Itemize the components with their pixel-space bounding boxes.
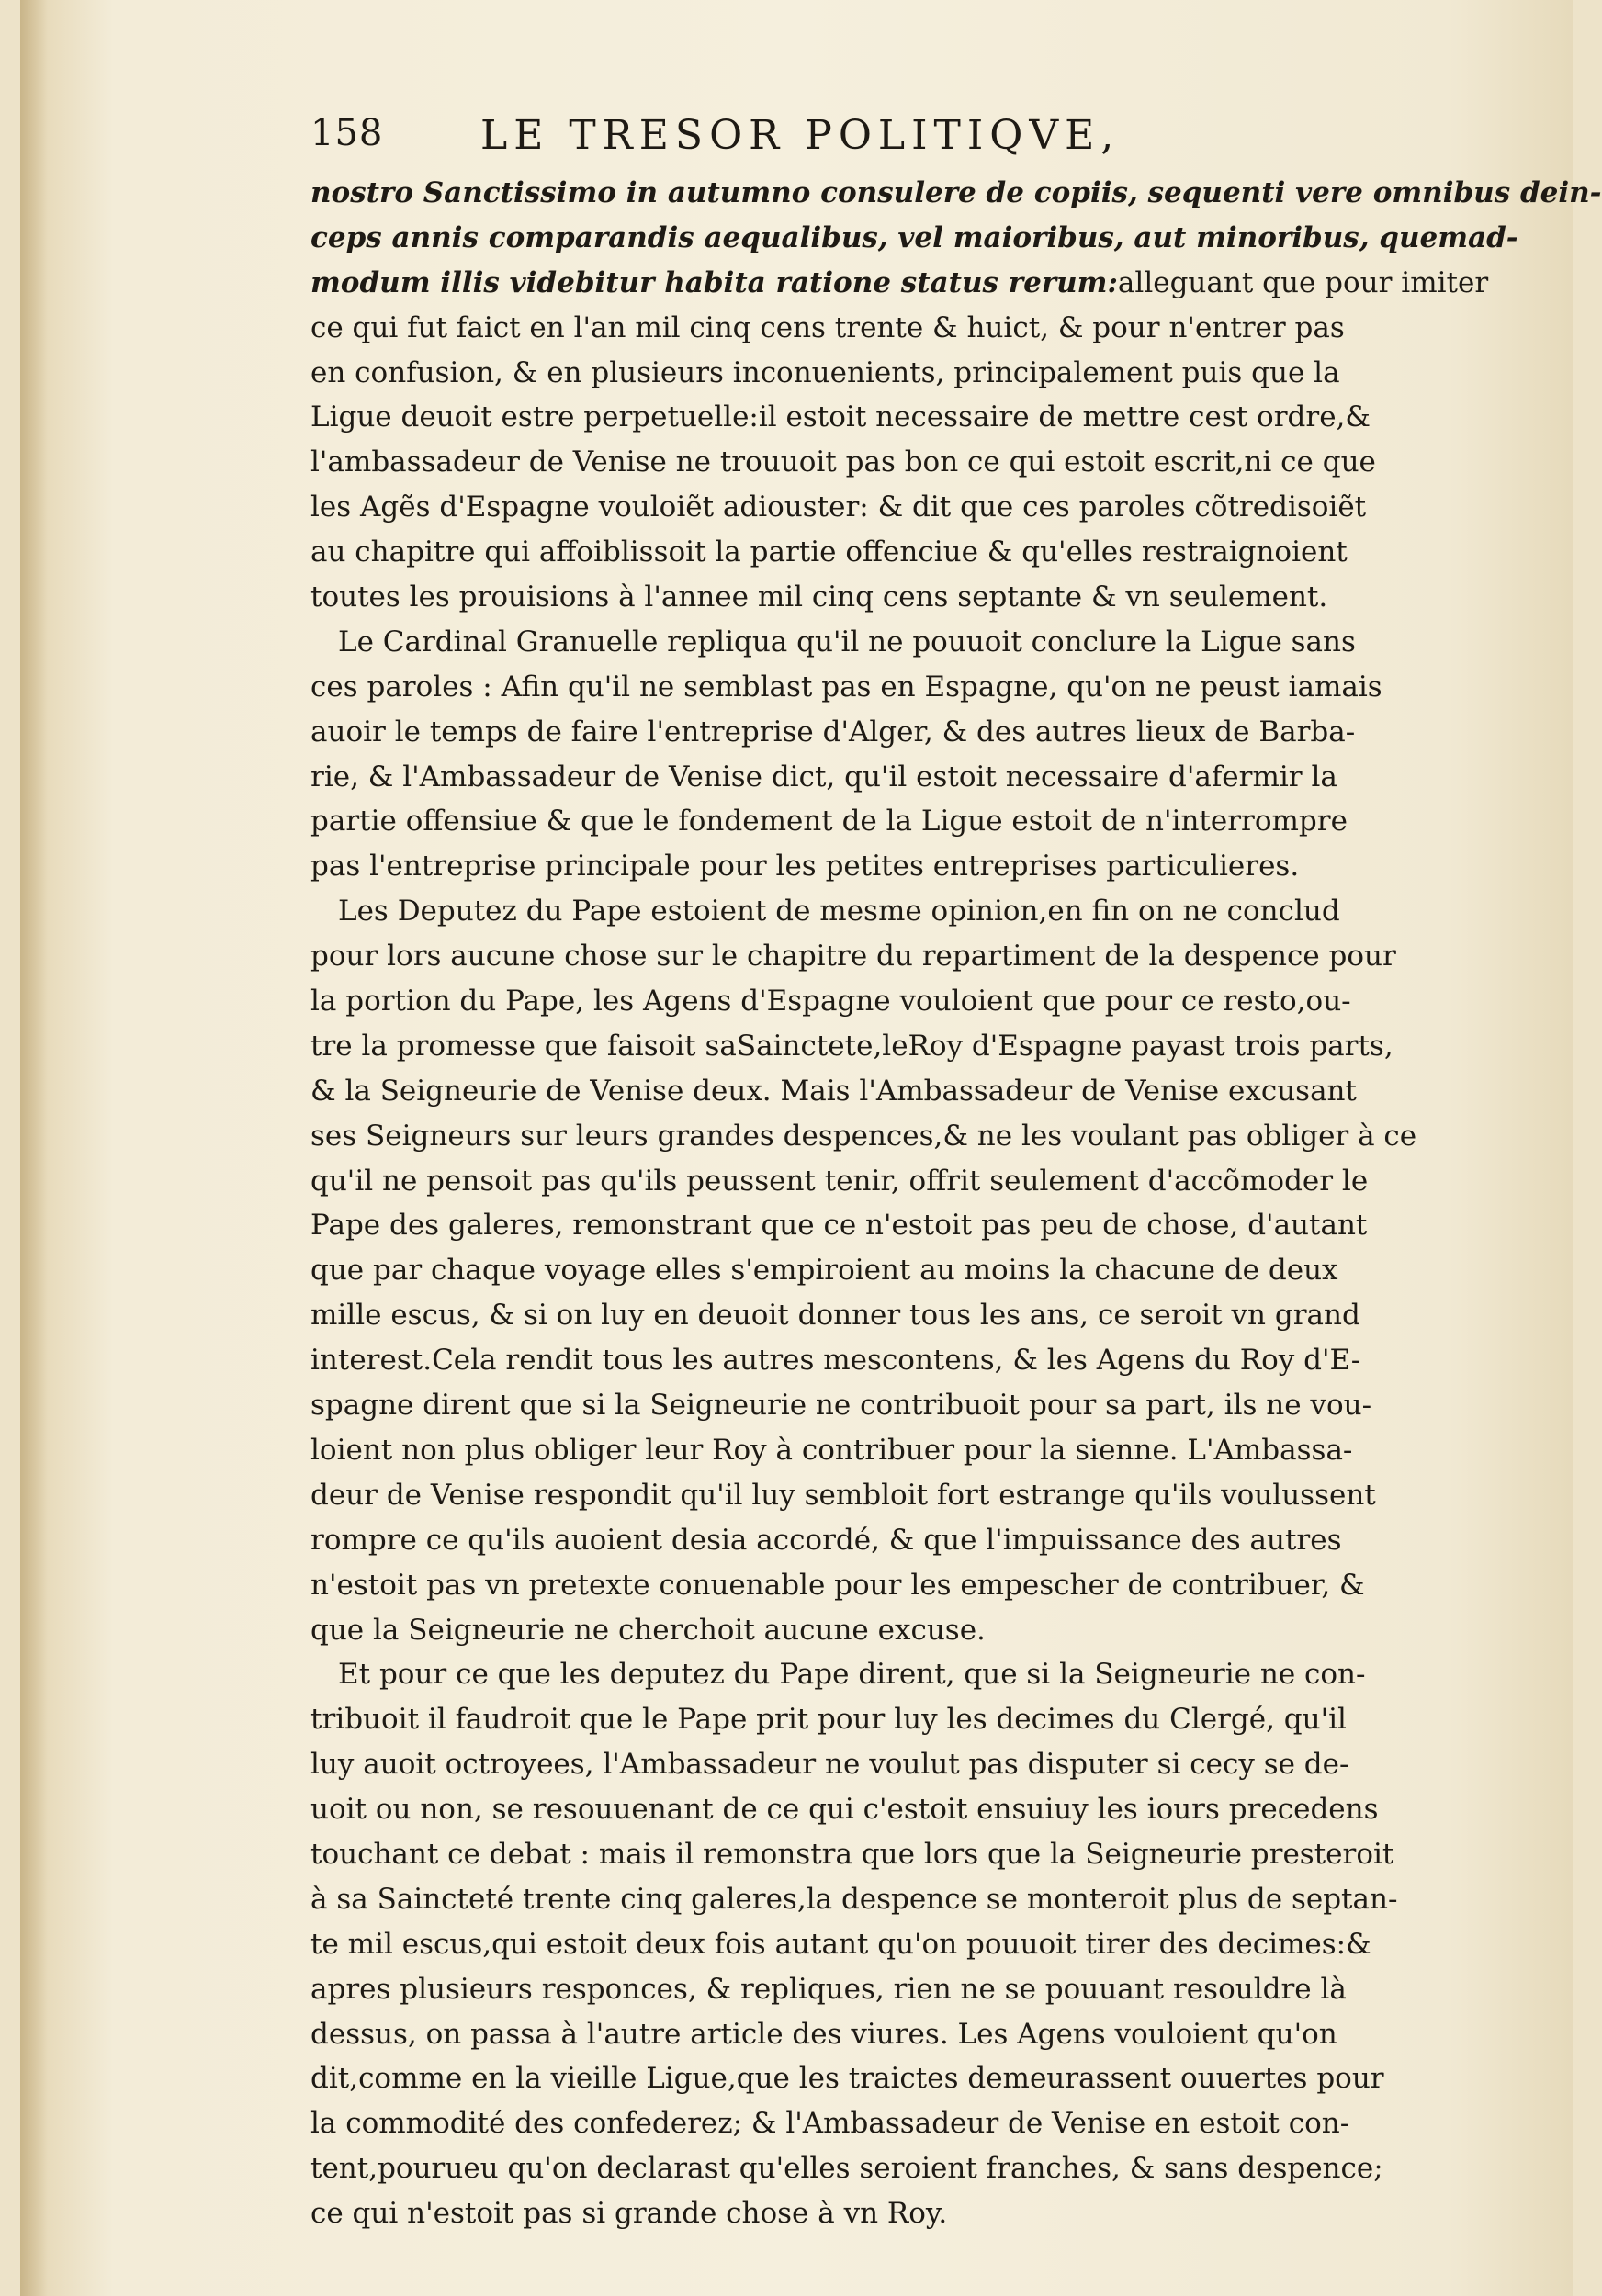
text-line (310, 485, 1367, 530)
line-text: alleguant que pour imiter (1117, 265, 1489, 299)
line-text: interest.Cela rendit tous les autres mescontens, & les Agens du Roy d'E- (310, 1344, 1361, 1378)
text-line (310, 1203, 1368, 1248)
line-text: ses Seigneurs sur leurs grandes despences,& ne les voulant pas obliger à ce (310, 1119, 1417, 1153)
line-text: partie offensiue & que le fondement de la Ligue estoit de n'interrompre (310, 805, 1348, 838)
text-line (310, 261, 1489, 306)
line-text: Ligue deuoit estre perpetuelle:il estoit necessaire de mettre cest ordre,& (310, 400, 1371, 434)
latin-quote: nostro Sanctissimo in autumno consulere de copiis, sequenti vere omnibus dein- (310, 176, 1602, 209)
line-text: auoir le temps de faire l'entreprise d'Alger, & des autres lieux de Barba- (310, 715, 1356, 748)
line-text: que la Seigneurie ne cherchoit aucune excuse. (310, 1613, 986, 1647)
text-line (310, 1563, 1365, 1608)
line-text: Et pour ce que les deputez du Pape dirent, que si la Seigneurie ne con- (338, 1658, 1366, 1692)
line-text: au chapitre qui affoiblissoit la partie offenciue & qu'elles restraignoient (310, 535, 1348, 569)
text-line (310, 2146, 1383, 2191)
line-text: ces paroles : Afin qu'il ne semblast pas en Espagne, qu'on ne peust iamais (310, 670, 1382, 703)
line-text: la commodité des confederez; & l'Ambassadeur de Venise en estoit con- (310, 2107, 1350, 2141)
line-text: que par chaque voyage elles s'empiroient au moins la chacune de deux (310, 1254, 1338, 1288)
text-line (310, 1652, 1366, 1697)
text-line (310, 1428, 1353, 1473)
line-text: dessus, on passa à l'autre article des viures. Les Agens vouloient qu'on (310, 2017, 1337, 2051)
line-text: apres plusieurs responces, & repliques, rien ne se pouuant resouldre là (310, 1972, 1347, 2006)
line-text: Pape des galeres, remonstrant que ce n'estoit pas peu de chose, d'autant (310, 1209, 1368, 1243)
line-text: tribuoit il faudroit que le Pape prit pour luy les decimes du Clergé, qu'il (310, 1703, 1347, 1737)
text-line (310, 351, 1340, 396)
latin-quote: ceps annis comparandis aequalibus, vel maioribus, aut minoribus, quemad- (310, 220, 1518, 254)
text-line (310, 1877, 1398, 1922)
text-line (310, 1024, 1393, 1069)
latin-quote: modum illis videbitur habita ratione status rerum: (310, 265, 1118, 299)
line-text: toutes les prouisions à l'annee mil cinq cens septante & vn seulement. (310, 580, 1328, 614)
text-line (310, 306, 1345, 351)
text-line (310, 530, 1348, 575)
text-line (310, 620, 1356, 665)
text-line (310, 216, 1518, 261)
page-number: 158 (310, 112, 384, 154)
line-text: l'ambassadeur de Venise ne trouuoit pas bon ce qui estoit escrit,ni ce que (310, 445, 1376, 479)
text-line (310, 2191, 1229, 2236)
text-line (310, 1518, 1342, 1563)
line-text: à sa Saincteté trente cinq galeres,la despence se monteroit plus de septan- (310, 1882, 1398, 1916)
line-text: luy auoit octroyees, l'Ambassadeur ne voulut pas disputer si cecy se de- (310, 1748, 1349, 1782)
text-line (310, 1787, 1379, 1832)
text-line (310, 844, 1300, 889)
text-line (310, 1338, 1361, 1383)
text-line (310, 1069, 1357, 1114)
line-text: Les Deputez du Pape estoient de mesme opinion,en fin on ne conclud (338, 895, 1340, 929)
line-text: n'estoit pas vn pretexte conuenable pour les empescher de contribuer, & (310, 1568, 1365, 1602)
line-text: tre la promesse que faisoit saSainctete,leRoy d'Espagne payast trois parts, (310, 1029, 1393, 1063)
text-line (310, 1293, 1360, 1338)
text-line (310, 1967, 1347, 2012)
line-text: tent,pourueu qu'on declarast qu'elles seroient franches, & sans despence; (310, 2152, 1383, 2186)
text-line (310, 934, 1396, 979)
text-line (310, 1114, 1417, 1159)
text-line (310, 979, 1351, 1024)
line-text: rompre ce qu'ils auoient desia accordé, & que l'impuissance des autres (310, 1523, 1342, 1557)
line-text: touchant ce debat : mais il remonstra que lors que la Seigneurie presteroit (310, 1837, 1394, 1871)
line-text: en confusion, & en plusieurs inconuenients, principalement puis que la (310, 355, 1340, 389)
text-line (310, 1159, 1369, 1204)
line-text: rie, & l'Ambassadeur de Venise dict, qu'il estoit necessaire d'afermir la (310, 760, 1337, 793)
page-header (310, 112, 1220, 167)
text-line (310, 1742, 1349, 1787)
text-line (310, 799, 1348, 844)
text-line (310, 395, 1371, 440)
text-line (310, 2012, 1337, 2057)
line-text: deur de Venise respondit qu'il luy sembloit fort estrange qu'ils voulussent (310, 1478, 1376, 1512)
body-text (310, 171, 1602, 2236)
line-text: spagne dirent que si la Seigneurie ne contribuoit pour sa part, ils ne vou- (310, 1389, 1372, 1423)
text-line (310, 2056, 1384, 2101)
line-text: te mil escus,qui estoit deux fois autant qu'on pouuoit tirer des decimes:& (310, 1927, 1371, 1961)
text-line (310, 665, 1382, 710)
line-text: la portion du Pape, les Agens d'Espagne vouloient que pour ce resto,ou- (310, 985, 1351, 1019)
gutter-shadow (20, 0, 48, 2296)
text-line (310, 2101, 1350, 2146)
text-line (310, 575, 1328, 620)
line-text: uoit ou non, se resouuenant de ce qui c'estoit ensuiuy les iours precedens (310, 1793, 1379, 1827)
line-text: pour lors aucune chose sur le chapitre du repartiment de la despence pour (310, 940, 1396, 974)
line-text: dit,comme en la vieille Ligue,que les traictes demeurassent ouuertes pour (310, 2062, 1384, 2096)
text-line (310, 1922, 1371, 1967)
text-line (310, 1608, 1229, 1653)
text-line (310, 755, 1337, 800)
line-text: & la Seigneurie de Venise deux. Mais l'Ambassadeur de Venise excusant (310, 1074, 1357, 1108)
line-text: les Agẽs d'Espagne vouloiẽt adiouster: & dit que ces paroles cõtredisoiẽt (310, 490, 1367, 524)
line-text: mille escus, & si on luy en deuoit donner tous les ans, ce seroit vn grand (310, 1299, 1360, 1333)
text-line (310, 1832, 1394, 1877)
text-line (310, 710, 1356, 755)
running-title: LE TRESOR POLITIQVE, (480, 112, 1121, 159)
text-line (310, 171, 1602, 216)
line-text: Le Cardinal Granuelle repliqua qu'il ne pouuoit conclure la Ligue sans (338, 625, 1356, 658)
line-text: loient non plus obliger leur Roy à contribuer pour la sienne. L'Ambassa- (310, 1433, 1353, 1467)
text-line (310, 1248, 1338, 1293)
line-text: ce qui fut faict en l'an mil cinq cens trente & huict, & pour n'entrer pas (310, 310, 1345, 344)
text-line (310, 1383, 1372, 1428)
line-text: ce qui n'estoit pas si grande chose à vn Roy. (310, 2197, 948, 2231)
line-text: pas l'entreprise principale pour les petites entreprises particulieres. (310, 850, 1300, 884)
line-text: qu'il ne pensoit pas qu'ils peussent tenir, offrit seulement d'accõmoder le (310, 1164, 1369, 1198)
text-line (310, 440, 1376, 485)
text-line (310, 1697, 1347, 1742)
text-line (310, 1473, 1376, 1518)
text-line (310, 889, 1340, 934)
